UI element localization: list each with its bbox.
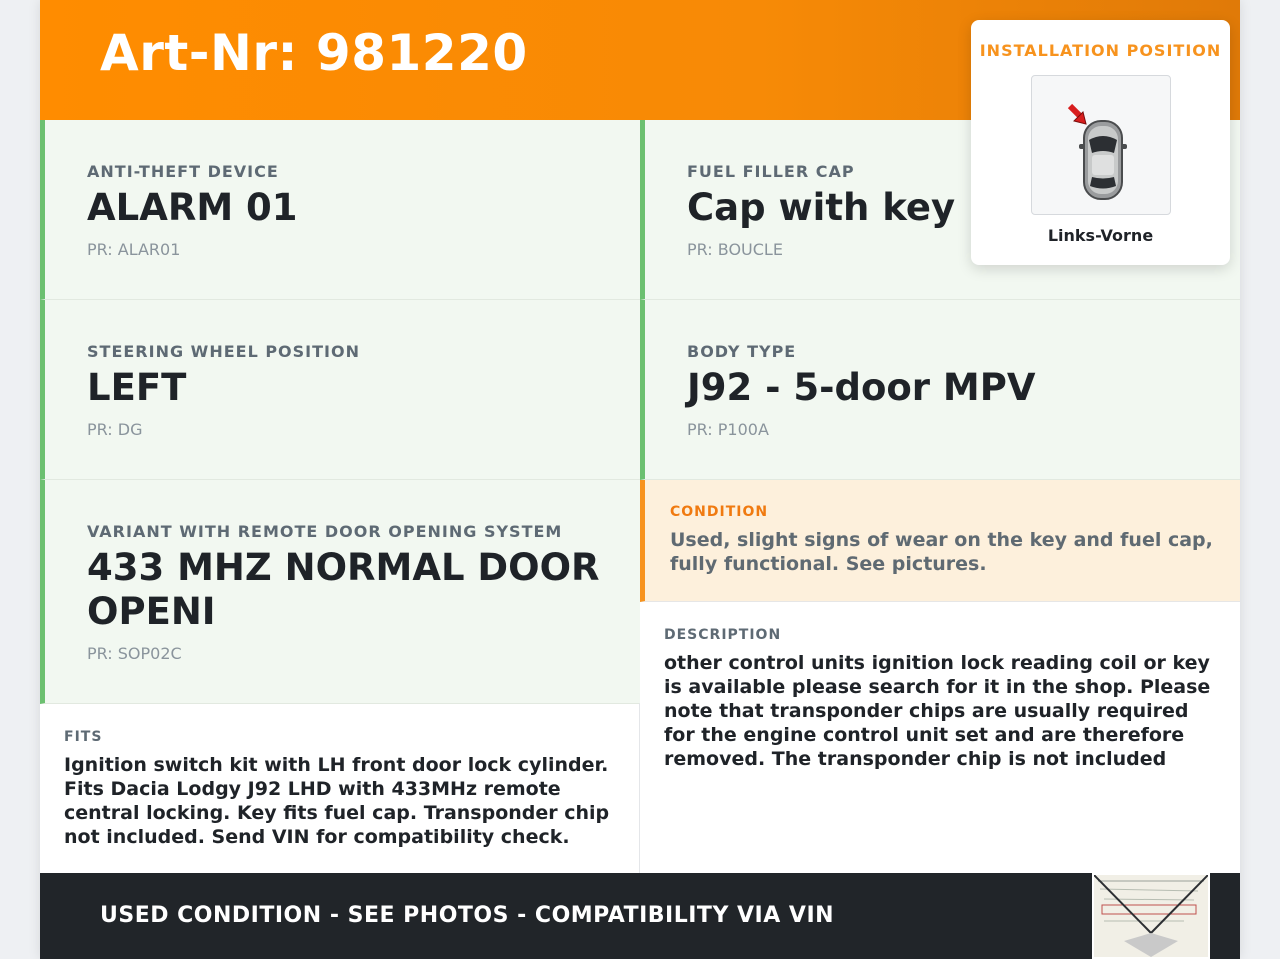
condition-text: Used, slight signs of wear on the key and fuel cap, fully functional. See pictures.	[670, 529, 1213, 575]
description-label: DESCRIPTION	[664, 627, 782, 643]
car-top-view-icon	[1031, 75, 1171, 215]
spec-pr-code: PR: BOUCLE	[687, 240, 783, 259]
fits-label: FITS	[64, 729, 103, 745]
description-box	[640, 602, 1240, 873]
spec-label: BODY TYPE	[687, 342, 797, 361]
spec-value: ALARM 01	[87, 186, 298, 229]
condition-label: CONDITION	[670, 504, 769, 520]
spec-pr-code: PR: ALAR01	[87, 240, 181, 259]
spec-cell-remote-variant	[40, 480, 640, 704]
spec-cell-anti-theft	[40, 120, 640, 300]
spec-pr-code: PR: SOP02C	[87, 644, 182, 663]
article-number-title: Art-Nr: 981220	[100, 24, 528, 82]
installation-caption: Links-Vorne	[1047, 226, 1154, 245]
spec-value: 433 MHZ NORMAL DOOR OPENI	[87, 546, 600, 633]
spec-pr-code: PR: DG	[87, 420, 143, 439]
description-text: other control units ignition lock reading coil or key is available please search for it in the shop. Please note that transponder chips are usually required for the engine control unit set and are therefore removed. The transponder chip is not included	[664, 652, 1211, 770]
fits-text: Ignition switch kit with LH front door lock cylinder. Fits Dacia Lodgy J92 LHD with 433MHz remote central locking. Key fits fuel cap. Transponder chip not included. Send VIN for compatibility check.	[64, 754, 610, 848]
column-divider	[639, 703, 640, 873]
installation-title: INSTALLATION POSITION	[979, 41, 1222, 60]
footer-notice: USED CONDITION - SEE PHOTOS - COMPATIBILITY VIA VIN	[100, 903, 835, 928]
condition-box	[640, 480, 1240, 602]
spec-label: STEERING WHEEL POSITION	[87, 342, 360, 361]
spec-pr-code: PR: P100A	[687, 420, 769, 439]
product-sheet	[40, 0, 1240, 959]
spec-label: ANTI-THEFT DEVICE	[87, 162, 279, 181]
spec-value: J92 - 5-door MPV	[687, 366, 1036, 409]
position-arrow-icon	[1070, 106, 1086, 124]
spec-cell-steering	[40, 300, 640, 480]
spec-label: VARIANT WITH REMOTE DOOR OPENING SYSTEM	[87, 522, 563, 541]
installation-position-card	[971, 20, 1230, 265]
fits-box	[40, 704, 639, 873]
spec-value: Cap with key	[687, 186, 956, 229]
spec-label: FUEL FILLER CAP	[687, 162, 855, 181]
footer-bar	[40, 873, 1240, 959]
spec-value: LEFT	[87, 366, 187, 409]
document-thumbnail-icon[interactable]	[1092, 873, 1210, 959]
spec-cell-body-type	[640, 300, 1240, 480]
